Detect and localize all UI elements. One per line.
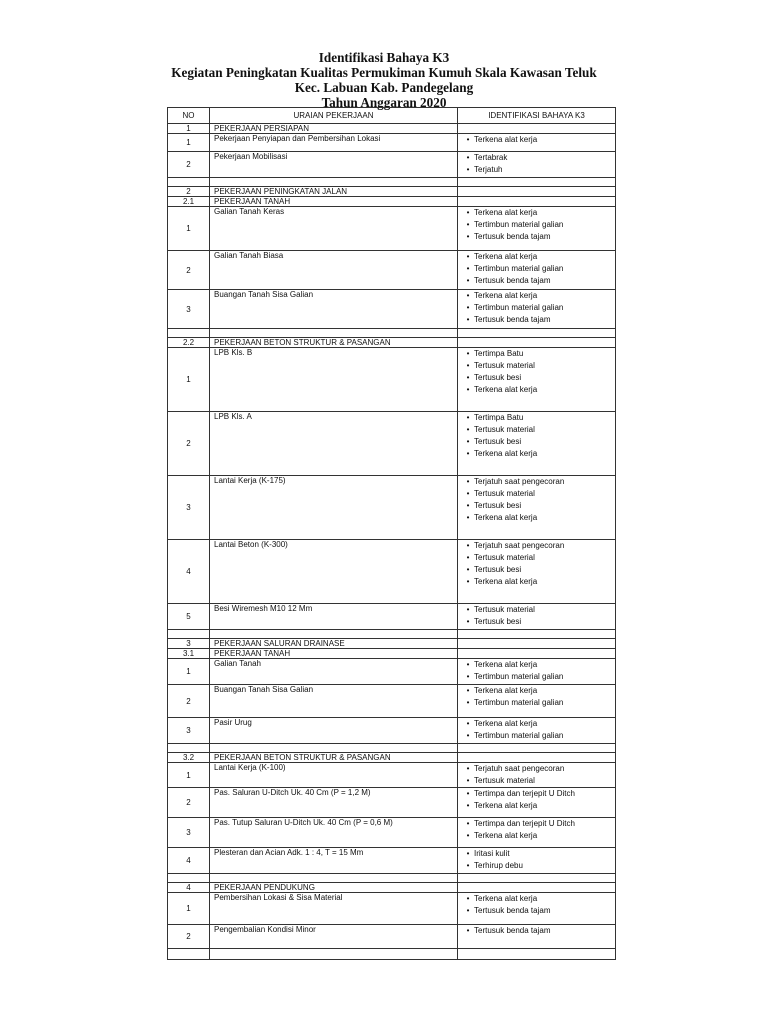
hazard-identification-table xyxy=(167,107,616,960)
hazard-item: • Terkena alat kerja xyxy=(462,134,611,146)
hazard-cell xyxy=(458,251,616,290)
hazard-item: • Terjatuh saat pengecoran xyxy=(462,476,611,488)
section-title: PEKERJAAN PENINGKATAN JALAN xyxy=(210,187,458,197)
section-row xyxy=(168,197,616,207)
hazard-item: • Iritasi kulit xyxy=(462,848,611,860)
row-number: 3 xyxy=(168,290,210,329)
work-item-label: Lantai Beton (K-300) xyxy=(210,540,458,604)
title-line-4: Tahun Anggaran 2020 xyxy=(321,95,447,110)
hazard-item: • Terkena alat kerja xyxy=(462,251,611,263)
hazard-list xyxy=(462,207,611,243)
hazard-item: • Terkena alat kerja xyxy=(462,384,611,396)
hazard-item: • Tertimpa Batu xyxy=(462,412,611,424)
empty-cell xyxy=(458,874,616,883)
hazard-list xyxy=(462,718,611,742)
row-number: 1 xyxy=(168,207,210,251)
row-number: 2.1 xyxy=(168,197,210,207)
empty-cell xyxy=(210,949,458,960)
work-item-label: Pengembalian Kondisi Minor xyxy=(210,925,458,949)
work-item-label: Besi Wiremesh M10 12 Mm xyxy=(210,604,458,630)
hazard-list xyxy=(462,685,611,709)
row-number: 3.2 xyxy=(168,753,210,763)
hazard-list xyxy=(462,763,611,787)
hazard-cell xyxy=(458,818,616,848)
hazard-list xyxy=(462,348,611,396)
hazard-list xyxy=(462,476,611,524)
hazard-item: • Tertusuk material xyxy=(462,424,611,436)
column-header-uraian: URAIAN PEKERJAAN xyxy=(210,108,458,124)
hazard-item: • Terkena alat kerja xyxy=(462,830,611,842)
hazard-cell xyxy=(458,893,616,925)
section-title: PEKERJAAN TANAH xyxy=(210,197,458,207)
row-number: 2 xyxy=(168,685,210,718)
hazard-item: • Terjatuh xyxy=(462,164,611,176)
work-item-label: Galian Tanah Biasa xyxy=(210,251,458,290)
empty-cell xyxy=(168,874,210,883)
section-row xyxy=(168,338,616,348)
work-item-label: Pembersihan Lokasi & Sisa Material xyxy=(210,893,458,925)
table-row xyxy=(168,152,616,178)
row-number: 5 xyxy=(168,604,210,630)
table-body xyxy=(168,124,616,960)
work-item-label: LPB Kls. A xyxy=(210,412,458,476)
hazard-item: • Tertusuk benda tajam xyxy=(462,925,611,937)
table-row xyxy=(168,134,616,152)
section-title: PEKERJAAN BETON STRUKTUR & PASANGAN xyxy=(210,753,458,763)
hazard-item: • Tertimbun material galian xyxy=(462,263,611,275)
hazard-item: • Tertimbun material galian xyxy=(462,302,611,314)
hazard-item: • Tertusuk material xyxy=(462,552,611,564)
hazard-list xyxy=(462,251,611,287)
title-line-3: Kec. Labuan Kab. Pandegelang xyxy=(294,80,474,95)
hazard-cell xyxy=(458,476,616,540)
hazard-cell xyxy=(458,925,616,949)
section-row xyxy=(168,124,616,134)
table-row xyxy=(168,604,616,630)
column-header-no: NO xyxy=(168,108,210,124)
hazard-item: • Tertimbun material galian xyxy=(462,671,611,683)
hazard-cell xyxy=(458,207,616,251)
table-row xyxy=(168,925,616,949)
hazard-cell xyxy=(458,659,616,685)
hazard-cell xyxy=(458,763,616,788)
hazard-list xyxy=(462,925,611,937)
hazard-cell xyxy=(458,412,616,476)
hazard-item: • Tertimbun material galian xyxy=(462,219,611,231)
row-number: 4 xyxy=(168,540,210,604)
hazard-cell xyxy=(458,338,616,348)
hazard-item: • Terkena alat kerja xyxy=(462,290,611,302)
hazard-cell xyxy=(458,685,616,718)
row-number: 3 xyxy=(168,718,210,744)
row-number: 1 xyxy=(168,124,210,134)
title-line-2: Kegiatan Peningkatan Kualitas Permukiman Kumuh Skala Kawasan Teluk xyxy=(171,65,597,80)
hazard-list xyxy=(462,788,611,812)
row-number: 4 xyxy=(168,883,210,893)
table-row xyxy=(168,207,616,251)
row-number: 3.1 xyxy=(168,649,210,659)
hazard-item: • Tertimbun material galian xyxy=(462,697,611,709)
blank-row xyxy=(168,949,616,960)
hazard-cell xyxy=(458,187,616,197)
hazard-cell xyxy=(458,753,616,763)
table-row xyxy=(168,763,616,788)
hazard-item: • Tertusuk besi xyxy=(462,616,611,628)
empty-cell xyxy=(168,744,210,753)
table-row xyxy=(168,251,616,290)
work-item-label: Pekerjaan Mobilisasi xyxy=(210,152,458,178)
hazard-list xyxy=(462,848,611,872)
hazard-item: • Terhirup debu xyxy=(462,860,611,872)
hazard-item: • Terkena alat kerja xyxy=(462,893,611,905)
section-row xyxy=(168,649,616,659)
hazard-item: • Terkena alat kerja xyxy=(462,659,611,671)
empty-cell xyxy=(210,874,458,883)
row-number: 2 xyxy=(168,251,210,290)
work-item-label: Lantai Kerja (K-100) xyxy=(210,763,458,788)
table-row xyxy=(168,788,616,818)
table-row xyxy=(168,476,616,540)
hazard-item: • Tertusuk material xyxy=(462,488,611,500)
row-number: 1 xyxy=(168,134,210,152)
hazard-item: • Tertimpa dan terjepit U Ditch xyxy=(462,788,611,800)
table-row xyxy=(168,412,616,476)
hazard-list xyxy=(462,540,611,588)
blank-row xyxy=(168,874,616,883)
table-row xyxy=(168,290,616,329)
table-row xyxy=(168,659,616,685)
hazard-cell xyxy=(458,649,616,659)
table-row xyxy=(168,348,616,412)
row-number: 3 xyxy=(168,818,210,848)
title-line-1: Identifikasi Bahaya K3 xyxy=(318,50,450,65)
work-item-label: Galian Tanah xyxy=(210,659,458,685)
empty-cell xyxy=(210,178,458,187)
hazard-item: • Tertusuk material xyxy=(462,360,611,372)
row-number: 3 xyxy=(168,476,210,540)
work-item-label: Pekerjaan Penyiapan dan Pembersihan Lokasi xyxy=(210,134,458,152)
empty-cell xyxy=(168,329,210,338)
work-item-label: Pasir Urug xyxy=(210,718,458,744)
hazard-item: • Tertusuk benda tajam xyxy=(462,275,611,287)
hazard-item: • Tertusuk benda tajam xyxy=(462,314,611,326)
hazard-item: • Tertusuk besi xyxy=(462,436,611,448)
work-item-label: Pas. Saluran U-Ditch Uk. 40 Cm (P = 1,2 M) xyxy=(210,788,458,818)
section-row xyxy=(168,883,616,893)
table-row xyxy=(168,848,616,874)
table-row xyxy=(168,718,616,744)
hazard-item: • Terkena alat kerja xyxy=(462,448,611,460)
hazard-item: • Tertabrak xyxy=(462,152,611,164)
work-item-label: LPB Kls. B xyxy=(210,348,458,412)
section-title: PEKERJAAN BETON STRUKTUR & PASANGAN xyxy=(210,338,458,348)
work-item-label: Lantai Kerja (K-175) xyxy=(210,476,458,540)
hazard-cell xyxy=(458,124,616,134)
empty-cell xyxy=(210,630,458,639)
hazard-item: • Terkena alat kerja xyxy=(462,800,611,812)
row-number: 2 xyxy=(168,412,210,476)
empty-cell xyxy=(168,178,210,187)
table-row xyxy=(168,540,616,604)
empty-cell xyxy=(210,744,458,753)
document-title xyxy=(0,50,768,110)
hazard-cell xyxy=(458,718,616,744)
row-number: 1 xyxy=(168,763,210,788)
empty-cell xyxy=(458,949,616,960)
hazard-cell xyxy=(458,540,616,604)
empty-cell xyxy=(168,949,210,960)
hazard-cell xyxy=(458,290,616,329)
hazard-item: • Tertusuk material xyxy=(462,775,611,787)
hazard-item: • Terkena alat kerja xyxy=(462,207,611,219)
hazard-cell xyxy=(458,197,616,207)
hazard-item: • Terkena alat kerja xyxy=(462,718,611,730)
hazard-item: • Tertusuk benda tajam xyxy=(462,231,611,243)
hazard-item: • Terkena alat kerja xyxy=(462,576,611,588)
hazard-list xyxy=(462,893,611,917)
row-number: 3 xyxy=(168,639,210,649)
section-row xyxy=(168,753,616,763)
hazard-item: • Terjatuh saat pengecoran xyxy=(462,763,611,775)
hazard-list xyxy=(462,134,611,146)
hazard-item: • Tertusuk besi xyxy=(462,372,611,384)
table-row xyxy=(168,685,616,718)
table-row xyxy=(168,818,616,848)
empty-cell xyxy=(210,329,458,338)
section-title: PEKERJAAN PENDUKUNG xyxy=(210,883,458,893)
hazard-item: • Tertusuk material xyxy=(462,604,611,616)
hazard-cell xyxy=(458,604,616,630)
blank-row xyxy=(168,630,616,639)
hazard-list xyxy=(462,818,611,842)
work-item-label: Galian Tanah Keras xyxy=(210,207,458,251)
hazard-item: • Terkena alat kerja xyxy=(462,685,611,697)
column-header-identifikasi: IDENTIFIKASI BAHAYA K3 xyxy=(458,108,616,124)
hazard-item: • Tertusuk benda tajam xyxy=(462,905,611,917)
hazard-cell xyxy=(458,883,616,893)
blank-row xyxy=(168,744,616,753)
blank-row xyxy=(168,329,616,338)
hazard-item: • Tertimpa dan terjepit U Ditch xyxy=(462,818,611,830)
hazard-item: • Tertusuk besi xyxy=(462,564,611,576)
hazard-list xyxy=(462,152,611,176)
hazard-list xyxy=(462,412,611,460)
hazard-list xyxy=(462,604,611,628)
empty-cell xyxy=(458,744,616,753)
work-item-label: Buangan Tanah Sisa Galian xyxy=(210,290,458,329)
hazard-cell xyxy=(458,848,616,874)
section-title: PEKERJAAN PERSIAPAN xyxy=(210,124,458,134)
hazard-item: • Tertusuk besi xyxy=(462,500,611,512)
work-item-label: Buangan Tanah Sisa Galian xyxy=(210,685,458,718)
work-item-label: Pas. Tutup Saluran U-Ditch Uk. 40 Cm (P = 0,6 M) xyxy=(210,818,458,848)
row-number: 2 xyxy=(168,152,210,178)
row-number: 2 xyxy=(168,187,210,197)
section-row xyxy=(168,639,616,649)
hazard-cell xyxy=(458,788,616,818)
row-number: 2 xyxy=(168,925,210,949)
empty-cell xyxy=(458,329,616,338)
table-header-row xyxy=(168,108,616,124)
empty-cell xyxy=(458,178,616,187)
section-title: PEKERJAAN TANAH xyxy=(210,649,458,659)
hazard-cell xyxy=(458,134,616,152)
hazard-item: • Terjatuh saat pengecoran xyxy=(462,540,611,552)
hazard-list xyxy=(462,659,611,683)
row-number: 1 xyxy=(168,348,210,412)
row-number: 1 xyxy=(168,659,210,685)
row-number: 2.2 xyxy=(168,338,210,348)
row-number: 1 xyxy=(168,893,210,925)
hazard-item: • Tertimbun material galian xyxy=(462,730,611,742)
hazard-item: • Tertimpa Batu xyxy=(462,348,611,360)
section-title: PEKERJAAN SALURAN DRAINASE xyxy=(210,639,458,649)
work-item-label: Plesteran dan Acian Adk. 1 : 4, T = 15 Mm xyxy=(210,848,458,874)
empty-cell xyxy=(168,630,210,639)
row-number: 4 xyxy=(168,848,210,874)
hazard-cell xyxy=(458,639,616,649)
table-row xyxy=(168,893,616,925)
hazard-item: • Terkena alat kerja xyxy=(462,512,611,524)
row-number: 2 xyxy=(168,788,210,818)
hazard-cell xyxy=(458,348,616,412)
hazard-cell xyxy=(458,152,616,178)
empty-cell xyxy=(458,630,616,639)
blank-row xyxy=(168,178,616,187)
hazard-list xyxy=(462,290,611,326)
section-row xyxy=(168,187,616,197)
